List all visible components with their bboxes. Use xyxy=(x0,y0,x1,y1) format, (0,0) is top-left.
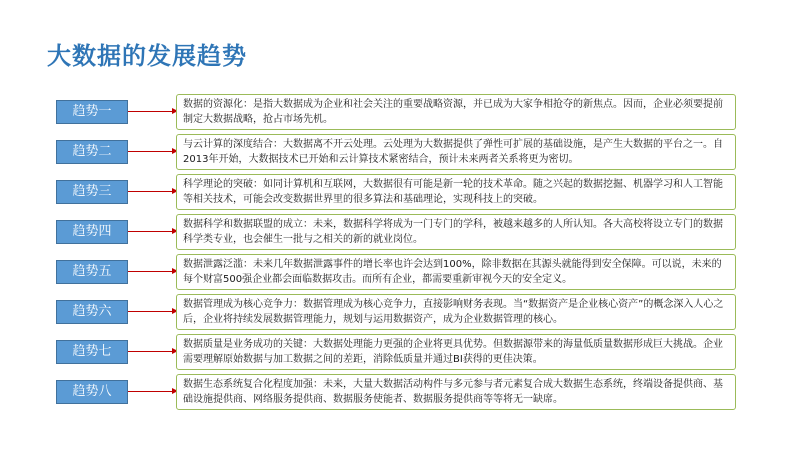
arrow-connector xyxy=(128,351,176,352)
trend-description: 数据的资源化：是指大数据成为企业和社会关注的重要战略资源，并已成为大家争相抢夺的新焦点。因而，企业必须要提前制定大数据战略，抢占市场先机。 xyxy=(176,94,736,130)
trend-tag: 趋势二 xyxy=(56,140,128,164)
trend-description: 科学理论的突破：如同计算机和互联网，大数据很有可能是新一轮的技术革命。随之兴起的数据挖掘、机器学习和人工智能等相关技术，可能会改变数据世界里的很多算法和基础理论，实现科技上的突破。 xyxy=(176,174,736,210)
trend-row xyxy=(0,334,800,374)
arrow-connector xyxy=(128,191,176,192)
trend-row xyxy=(0,214,800,254)
trend-description: 数据质量是业务成功的关键：大数据处理能力更强的企业将更具优势。但数据源带来的海量低质量数据形成巨大挑战。企业需要理解原始数据与加工数据之间的差距，消除低质量并通过BI获得的更佳决策。 xyxy=(176,334,736,370)
trend-description: 数据泄露泛滥：未来几年数据泄露事件的增长率也许会达到100%，除非数据在其源头就能得到安全保障。可以说，未来的每个财富500强企业都会面临数据攻击。而所有企业，都需要重新审视今天的安全定义。 xyxy=(176,254,736,290)
trend-row xyxy=(0,294,800,334)
trend-description: 数据科学和数据联盟的成立：未来，数据科学将成为一门专门的学科，被越来越多的人所认知。各大高校将设立专门的数据科学类专业，也会催生一批与之相关的新的就业岗位。 xyxy=(176,214,736,250)
trend-tag: 趋势三 xyxy=(56,180,128,204)
trend-tag: 趋势四 xyxy=(56,220,128,244)
trend-row xyxy=(0,134,800,174)
arrow-connector xyxy=(128,231,176,232)
arrow-connector xyxy=(128,311,176,312)
arrow-connector xyxy=(128,151,176,152)
trend-row xyxy=(0,254,800,294)
arrow-connector xyxy=(128,391,176,392)
arrow-connector xyxy=(128,271,176,272)
trend-tag: 趋势八 xyxy=(56,380,128,404)
trend-description: 与云计算的深度结合：大数据离不开云处理。云处理为大数据提供了弹性可扩展的基础设施，是产生大数据的平台之一。自2013年开始，大数据技术已开始和云计算技术紧密结合，预计未来两者关系将更为密切。 xyxy=(176,134,736,170)
trend-tag: 趋势七 xyxy=(56,340,128,364)
trend-row xyxy=(0,94,800,134)
trend-tag: 趋势五 xyxy=(56,260,128,284)
trend-tag: 趋势六 xyxy=(56,300,128,324)
trend-description: 数据管理成为核心竞争力：数据管理成为核心竞争力，直接影响财务表现。当“数据资产是企业核心资产”的概念深入人心之后，企业将持续发展数据管理能力，规划与运用数据资产，成为企业数据管理的核心。 xyxy=(176,294,736,330)
page-title: 大数据的发展趋势 xyxy=(47,42,247,70)
trend-tag: 趋势一 xyxy=(56,100,128,124)
trend-row xyxy=(0,174,800,214)
trend-row xyxy=(0,374,800,414)
trend-description: 数据生态系统复合化程度加强：未来，大量大数据活动构件与多元参与者元素复合成大数据生态系统，终端设备提供商、基础设施提供商、网络服务提供商、数据服务使能者、数据服务提供商等等将无一缺席。 xyxy=(176,374,736,410)
arrow-connector xyxy=(128,111,176,112)
